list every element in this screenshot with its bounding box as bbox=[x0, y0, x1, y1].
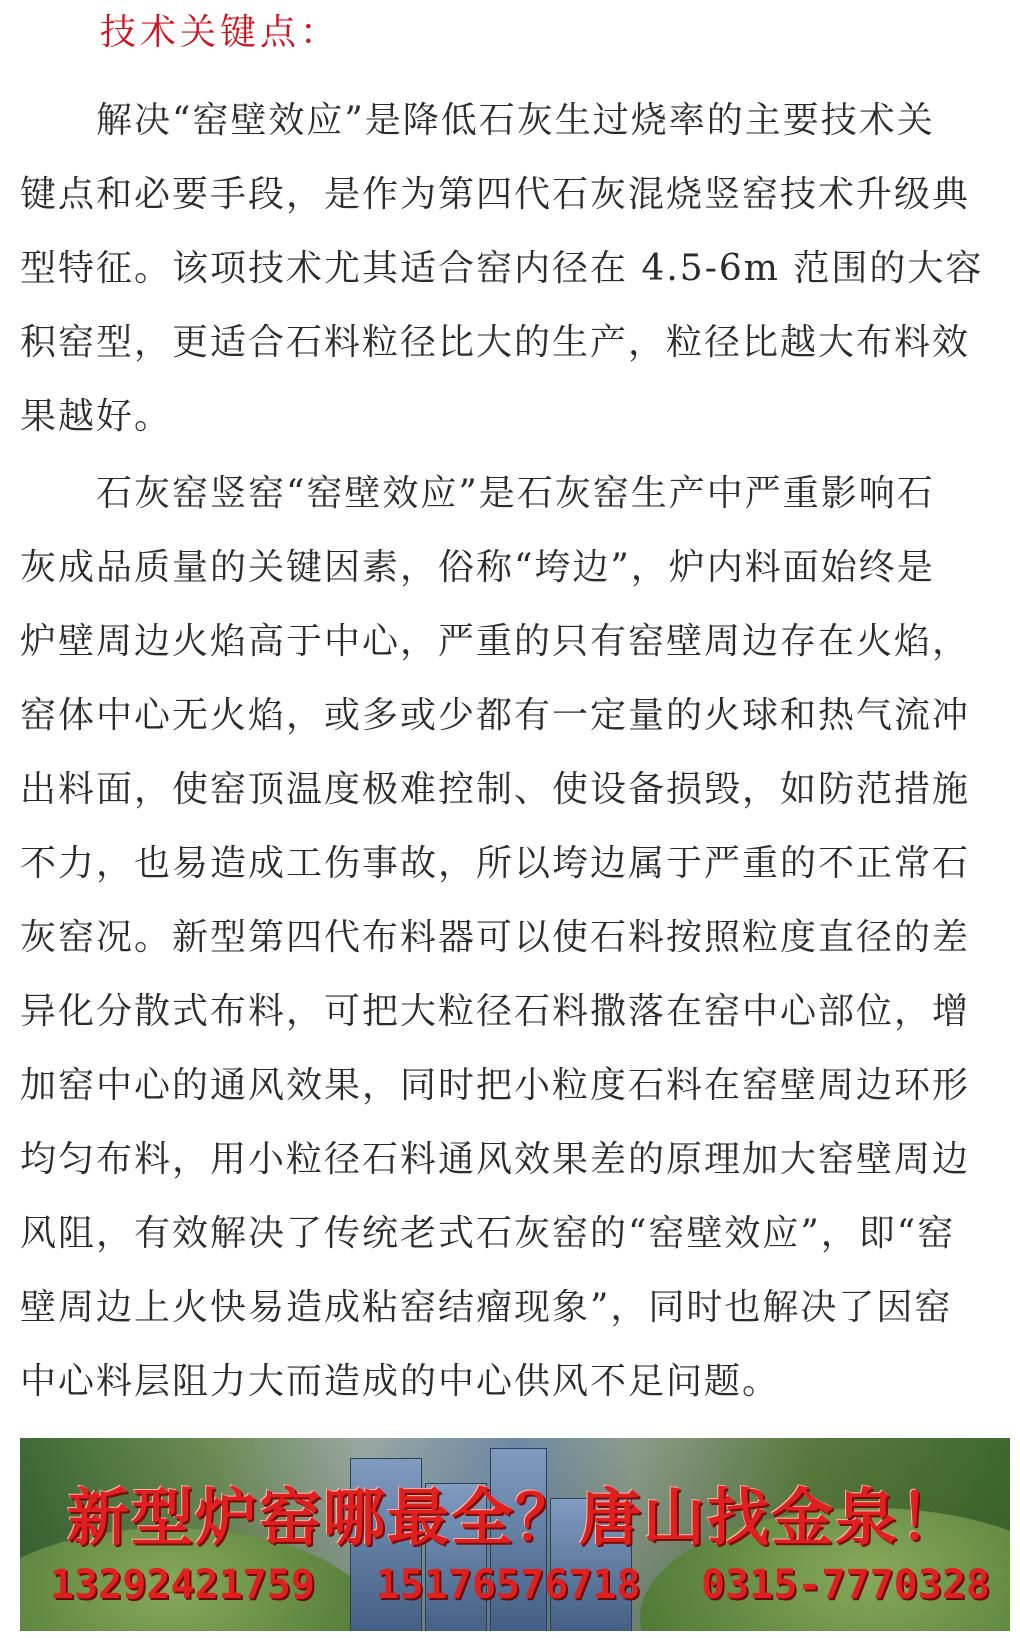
banner-phone: 0315-7770328 bbox=[701, 1562, 990, 1608]
paragraph-line: 石灰窑竖窑“窑壁效应”是石灰窑生产中严重影响石 bbox=[20, 473, 935, 514]
paragraph-line: 灰成品质量的关键因素，俗称“垮边”，炉内料面始终是 bbox=[20, 547, 935, 588]
paragraph-line: 异化分散式布料，可把大粒径石料撒落在窑中心部位，增 bbox=[20, 991, 971, 1032]
advertisement-banner[interactable] bbox=[20, 1438, 1010, 1631]
banner-phone-list bbox=[50, 1562, 990, 1608]
paragraph-1 bbox=[20, 84, 1005, 454]
paragraph-line: 灰窑况。新型第四代布料器可以使石料按照粒度直径的差 bbox=[20, 917, 971, 958]
section-heading: 技术关键点： bbox=[100, 12, 341, 53]
paragraph-2 bbox=[20, 457, 1005, 1419]
paragraph-line: 风阻，有效解决了传统老式石灰窑的“窑壁效应”，即“窑 bbox=[20, 1213, 956, 1254]
paragraph-line: 炉壁周边火焰高于中心，严重的只有窑壁周边存在火焰， bbox=[20, 621, 971, 662]
paragraph-line: 均匀布料，用小粒径石料通风效果差的原理加大窑壁周边 bbox=[20, 1139, 971, 1180]
paragraph-line: 型特征。该项技术尤其适合窑内径在 4.5-6m 范围的大容 bbox=[20, 248, 984, 289]
banner-slogan: 新型炉窑哪最全？唐山找金泉！ bbox=[66, 1481, 963, 1554]
paragraph-line: 积窑型，更适合石料粒径比大的生产，粒径比越大布料效 bbox=[20, 322, 971, 363]
paragraph-line: 果越好。 bbox=[20, 396, 173, 437]
banner-phone: 13292421759 bbox=[50, 1562, 315, 1608]
paragraph-line: 出料面，使窑顶温度极难控制、使设备损毁，如防范措施 bbox=[20, 769, 971, 810]
paragraph-line: 加窑中心的通风效果，同时把小粒度石料在窑壁周边环形 bbox=[20, 1065, 971, 1106]
paragraph-line: 不力，也易造成工伤事故，所以垮边属于严重的不正常石 bbox=[20, 843, 971, 884]
banner-phone: 15176576718 bbox=[375, 1562, 641, 1608]
paragraph-line: 中心料层阻力大而造成的中心供风不足问题。 bbox=[20, 1361, 781, 1402]
paragraph-line: 壁周边上火快易造成粘窑结瘤现象”，同时也解决了因窑 bbox=[20, 1287, 953, 1328]
paragraph-line: 解决“窑壁效应”是降低石灰生过烧率的主要技术关 bbox=[20, 100, 935, 141]
paragraph-line: 键点和必要手段，是作为第四代石灰混烧竖窑技术升级典 bbox=[20, 174, 971, 215]
paragraph-line: 窑体中心无火焰，或多或少都有一定量的火球和热气流冲 bbox=[20, 695, 971, 736]
